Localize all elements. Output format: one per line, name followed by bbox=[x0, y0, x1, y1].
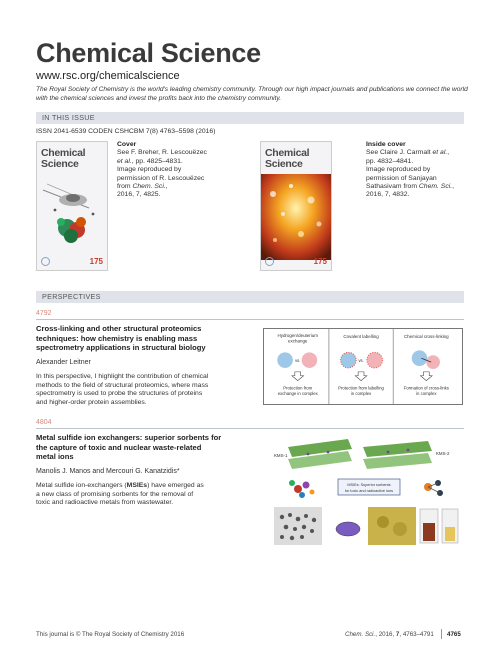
article-graphical-abstract[interactable] bbox=[263, 328, 463, 405]
graphic-col3-result-2: in complex bbox=[416, 391, 437, 397]
in-this-issue-heading: IN THIS ISSUE bbox=[36, 112, 464, 124]
footer-page-number: 4765 bbox=[447, 631, 461, 638]
layered-structure-illustration bbox=[274, 439, 450, 469]
cover-journal-name: Chemical Science bbox=[41, 147, 86, 170]
graphic-col3-title: Chemical cross-linking bbox=[403, 333, 449, 339]
inside-cover-caption: Inside cover See Claire J. Carmalt et al., pp. 4832–4841. Image reproduced by permission of Sanjayan Sathasivam from Chem. Sci., 2016, 7, 4832. bbox=[366, 141, 455, 199]
photo-crystals bbox=[368, 507, 416, 545]
graphic-col1-title-2: exchange bbox=[288, 338, 308, 344]
graphic-col2-result: Protection from labelling bbox=[338, 385, 384, 391]
article-abstract: In this perspective, I highlight the contribution of chemical methods to the field of structural proteomics, where mass spectrometry is used to probe the structures of proteins and higher-order protein assemblies. bbox=[36, 373, 209, 406]
graphic-box-text: MSIEs: Superior sorbents bbox=[347, 483, 391, 487]
graphic-col1-title: Hydrogen/deuterium bbox=[277, 332, 318, 338]
inside-cover-journal-name: Chemical Science bbox=[265, 147, 310, 170]
rsc-logo-icon bbox=[41, 257, 50, 266]
journal-title: Chemical Science bbox=[36, 38, 261, 68]
journal-url[interactable]: www.rsc.org/chemicalscience bbox=[36, 70, 180, 82]
divider bbox=[36, 319, 464, 320]
cover-caption: Cover See F. Breher, R. Lescouëzec et al., pp. 4825–4831. Image reproduced by permission of R. Lescouëzec from Chem. Sci., 2016, 7, 4825. bbox=[117, 141, 207, 199]
graphic-col2-title: Covalent labelling bbox=[343, 333, 379, 339]
photo-pellets bbox=[274, 507, 322, 545]
rsc-logo-icon bbox=[265, 257, 274, 266]
article-graphical-abstract[interactable] bbox=[268, 437, 463, 549]
article-page-number[interactable]: 4792 bbox=[36, 310, 52, 317]
divider bbox=[36, 428, 464, 429]
molecule-illustration bbox=[424, 480, 443, 496]
inside-cover-artwork-illustration bbox=[261, 174, 331, 260]
article-title[interactable]: Metal sulfide ion exchangers: superior sorbents for the capture of toxic and nuclear waste-related metal ions bbox=[36, 433, 222, 462]
article-abstract: Metal sulfide ion-exchangers (MSIEs) have emerged as a new class of promising sorbents for the removal of toxic and radioactive metals from wastewater. bbox=[36, 482, 204, 507]
footer-citation: Chem. Sci., 2016, 7, 4763–4791 bbox=[345, 631, 434, 638]
article-authors: Manolis J. Manos and Mercouri G. Kanatzidis* bbox=[36, 468, 180, 475]
article-title[interactable]: Cross-linking and other structural proteomics techniques: how chemistry is enabling mass spectrometry applications in structural biology bbox=[36, 324, 206, 353]
issn-line: ISSN 2041-6539 CODEN CSHCBM 7(8) 4763–5598 (2016) bbox=[36, 128, 216, 135]
cover-image[interactable] bbox=[36, 141, 108, 271]
graphic-vs-1: vs. bbox=[295, 358, 301, 364]
cover-issue-number: 175 bbox=[89, 257, 103, 266]
graphic-col3-result: Formation of cross-links bbox=[403, 385, 449, 391]
inside-cover-image[interactable] bbox=[260, 141, 332, 271]
graphic-col1-result: Protection from bbox=[283, 385, 313, 391]
graphic-label-b: KMS-2 bbox=[436, 451, 450, 456]
footer-copyright: This journal is © The Royal Society of Chemistry 2016 bbox=[36, 631, 185, 638]
inside-cover-issue-number: 175 bbox=[313, 257, 327, 266]
graphic-vs-2: vs. bbox=[358, 358, 364, 364]
cover-artwork-illustration bbox=[37, 170, 107, 256]
ion-cluster-illustration bbox=[289, 480, 315, 498]
graphic-col2-result-2: in complex bbox=[350, 391, 372, 397]
perspectives-heading: PERSPECTIVES bbox=[36, 291, 464, 303]
article-authors: Alexander Leitner bbox=[36, 359, 91, 366]
graphic-label-a: KMS-1 bbox=[274, 453, 288, 458]
graphic-col1-result-2: exchange in complex bbox=[277, 391, 318, 397]
journal-intro: The Royal Society of Chemistry is the world's leading chemistry community. Through our high impact journals and publications we connect the world with the chemical sciences and invest the profits back into the chemistry community. bbox=[36, 86, 468, 102]
graphic-box-text-2: for toxic and radioactive ions bbox=[344, 489, 394, 493]
article-page-number[interactable]: 4804 bbox=[36, 419, 52, 426]
footer-divider bbox=[441, 629, 442, 639]
